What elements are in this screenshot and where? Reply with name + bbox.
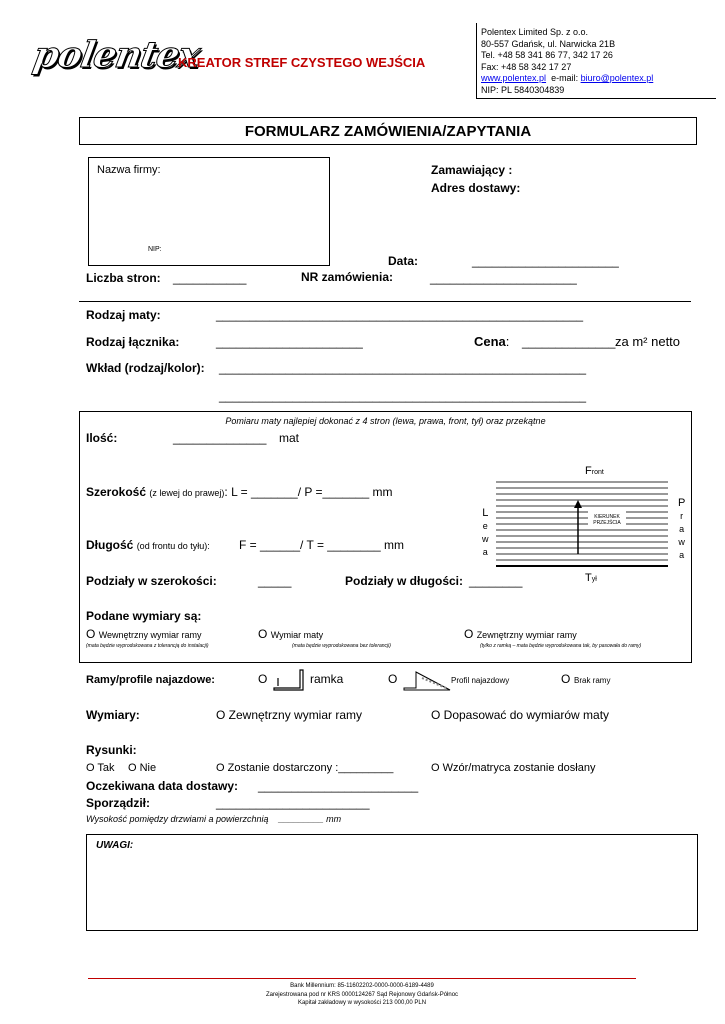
price-field[interactable]: ______________: [522, 335, 616, 349]
height-field[interactable]: _________: [278, 814, 324, 824]
footer-capital: Kapitał zakładowy w wysokości 213 000,00 PLN: [297, 1000, 427, 1006]
date-field[interactable]: ______________________: [472, 254, 619, 268]
left-letter: w: [482, 534, 489, 544]
remarks-label: UWAGI:: [96, 840, 134, 851]
dims-label: Wymiary:: [86, 708, 140, 722]
insert-field[interactable]: _______________________________________________________: [219, 361, 587, 375]
footer-bank: Bank Millennium: 85-11602202-0000-0000-6189-4489: [290, 983, 434, 989]
height-note: Wysokość pomiędzy drzwiami a powierzchnią: [86, 814, 269, 824]
footer: [88, 982, 636, 1008]
diagram-back-rest: ył: [591, 576, 597, 583]
measure-note: Pomiaru maty najlepiej dokonać z 4 stron (lewa, prawa, front, tył) oraz przekątne: [225, 416, 546, 426]
right-letter: w: [678, 537, 685, 547]
qty-label: Ilość:: [86, 431, 118, 445]
polentex-logo: polentex: [30, 34, 203, 76]
website-link[interactable]: www.polentex.pl: [481, 73, 547, 83]
header-underline: [476, 98, 716, 99]
section-divider: [79, 301, 691, 302]
div-width-field[interactable]: _____: [258, 574, 292, 588]
header-divider: [476, 23, 477, 99]
qty-field[interactable]: ______________: [173, 431, 267, 445]
right-letter: a: [679, 550, 685, 560]
opt-internal-radio[interactable]: O: [86, 627, 96, 641]
ramp-label: Profil najazdowy: [451, 676, 510, 685]
div-length-field[interactable]: ________: [469, 574, 523, 588]
form-title: FORMULARZ ZAMÓWIENIA/ZAPYTANIA: [244, 123, 532, 140]
drawings-supplied[interactable]: O Zostanie dostarczony :_________: [216, 762, 394, 774]
remarks-box[interactable]: [86, 834, 698, 931]
delivery-address-label: Adres dostawy:: [431, 181, 521, 195]
expected-date-label: Oczekiwana data dostawy:: [86, 779, 239, 793]
div-length-label: Podziały w długości:: [345, 574, 464, 588]
opt-mat-label: Wymiar maty: [270, 630, 324, 640]
opt-external-label: Zewnętrzny wymiar ramy: [476, 630, 577, 640]
length-hint: (od frontu do tyłu):: [136, 541, 210, 551]
orderer-label: Zamawiający :: [431, 163, 513, 177]
opt-internal-label: Wewnętrzny wymiar ramy: [98, 630, 202, 640]
no-frame-label: Brak ramy: [574, 676, 611, 685]
diagram-back-initial: T: [585, 572, 592, 584]
mat-type-field[interactable]: _______________________________________________________: [216, 308, 584, 322]
opt-external-note: (tylko z ramką – mata będzie wyprodukowana tak, by pasowała do ramy): [480, 643, 642, 649]
width-label: Szerokość: [86, 485, 147, 499]
company-name: Polentex Limited Sp. z o.o.: [481, 27, 589, 37]
footer-krs: Zarejestrowana pod nr KRS 0000124267 Sąd Rejonowy Gdańsk-Północ: [265, 991, 459, 998]
opt-mat-radio[interactable]: O: [258, 627, 268, 641]
qty-unit: mat: [279, 431, 300, 445]
pages-field[interactable]: ___________: [173, 271, 247, 285]
company-info: [481, 27, 653, 96]
order-no-field[interactable]: ______________________: [430, 271, 577, 285]
opt-internal-note: (mata będzie wyprodukowana z tolerancją do instalacji): [86, 643, 209, 649]
pages-label: Liczba stron:: [86, 271, 161, 285]
price-label: Cena: [474, 334, 506, 349]
left-letter: e: [482, 521, 488, 531]
height-unit: mm: [326, 814, 342, 824]
dims-fit-option[interactable]: O Dopasować do wymiarów maty: [431, 708, 610, 722]
company-nip: NIP: PL 5840304839: [481, 84, 565, 95]
opt-external-radio[interactable]: O: [464, 627, 474, 641]
connector-field[interactable]: ______________________: [216, 335, 363, 349]
connector-label: Rodzaj łącznika:: [86, 335, 180, 349]
diagram-right: [678, 497, 685, 562]
left-letter: a: [482, 547, 488, 557]
opt-mat-note: (mata będzie wyprodukowana bez tolerancji): [292, 643, 391, 649]
div-width-label: Podziały w szerokości:: [86, 574, 217, 588]
left-letter: L: [482, 507, 489, 519]
prepared-field[interactable]: _______________________: [216, 796, 370, 810]
drawings-yes[interactable]: O Tak: [86, 762, 115, 774]
mat-type-label: Rodzaj maty:: [86, 308, 161, 322]
direction-label: KIERUNEK PRZEJŚCIA: [593, 514, 621, 526]
email-label: e-mail:: [551, 73, 579, 83]
company-tel: Tel. +48 58 341 86 77, 342 17 26: [481, 50, 613, 60]
frame-radio[interactable]: O: [258, 672, 268, 686]
company-name-label: Nazwa firmy:: [97, 164, 161, 176]
right-letter: a: [679, 524, 685, 534]
width-fields[interactable]: : L = _______/ P =_______ mm: [224, 485, 393, 499]
expected-date-field[interactable]: ________________________: [258, 779, 419, 793]
diagram-left: [482, 507, 489, 559]
frames-label: Ramy/profile najazdowe:: [86, 674, 215, 686]
drawings-pattern[interactable]: O Wzór/matryca zostanie dosłany: [431, 762, 596, 774]
company-address: 80-557 Gdańsk, ul. Narwicka 21B: [481, 38, 616, 49]
length-label: Długość: [86, 538, 134, 552]
drawings-no[interactable]: O Nie: [128, 762, 157, 774]
length-fields[interactable]: F = ______/ T = ________ mm: [239, 538, 405, 552]
price-unit: za m² netto: [615, 334, 681, 349]
tagline: KREATOR STREF CZYSTEGO WEJŚCIA: [178, 55, 426, 70]
dims-external-option[interactable]: O Zewnętrzny wymiar ramy: [216, 708, 363, 722]
diagram-front-rest: ront: [591, 469, 604, 476]
footer-rule: [88, 978, 636, 979]
insert-field-2[interactable]: _______________________________________________________: [219, 389, 587, 403]
prepared-label: Sporządził:: [86, 796, 151, 810]
drawings-label: Rysunki:: [86, 743, 137, 757]
right-letter: P: [678, 497, 686, 509]
company-fax: Fax: +48 58 342 17 27: [481, 61, 572, 72]
ramp-profile-icon: [402, 668, 452, 692]
frame-label: ramka: [310, 672, 344, 686]
frame-profile-icon: [272, 668, 306, 692]
ramp-radio[interactable]: O: [388, 672, 398, 686]
given-label: Podane wymiary są:: [86, 609, 202, 623]
diagram-front-initial: F: [585, 465, 592, 477]
price-colon: :: [505, 334, 510, 349]
mat-diagram: [496, 478, 670, 572]
right-letter: r: [680, 511, 684, 521]
insert-label: Wkład (rodzaj/kolor):: [86, 361, 205, 375]
width-hint: (z lewej do prawej): [149, 488, 225, 498]
date-label: Data:: [388, 254, 419, 268]
nip-label: NIP:: [148, 246, 162, 253]
email-link[interactable]: biuro@polentex.pl: [580, 73, 654, 83]
order-no-label: NR zamówienia:: [301, 270, 394, 284]
no-frame-radio[interactable]: O: [561, 672, 571, 686]
